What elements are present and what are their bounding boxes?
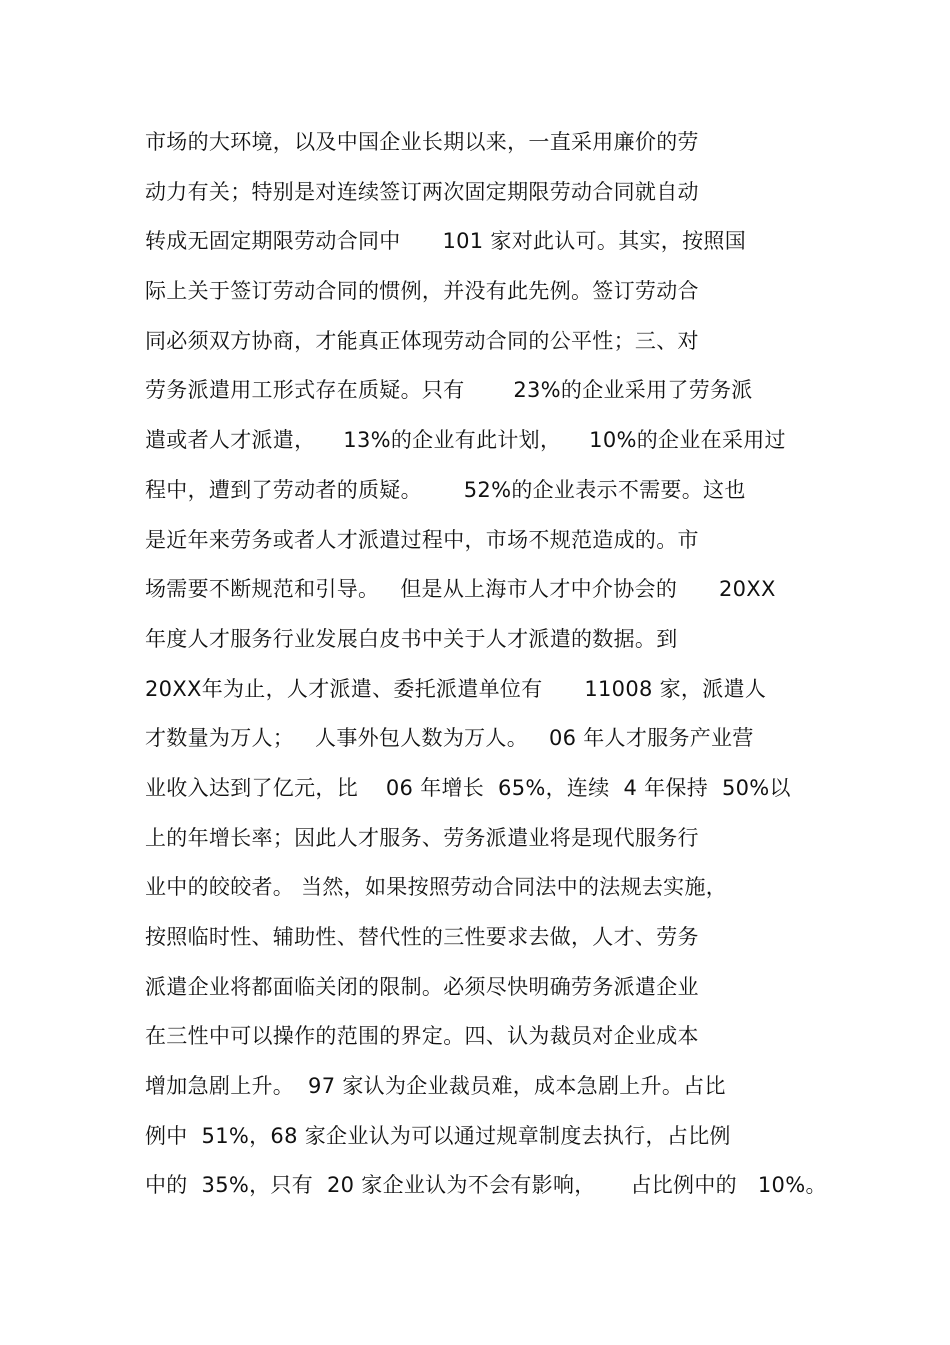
text-line: 程中，遭到了劳动者的质疑。 52%的企业表示不需要。这也 <box>145 477 746 502</box>
text-line: 中的 35%，只有 20 家企业认为不会有影响， 占比例中的 10%。 <box>145 1173 827 1198</box>
text-line: 例中 51%，68 家企业认为可以通过规章制度去执行，占比例 <box>145 1123 731 1148</box>
text-line: 在三性中可以操作的范围的界定。四、认为裁员对企业成本 <box>145 1024 699 1049</box>
text-line: 年度人才服务行业发展白皮书中关于人才派遣的数据。到 <box>145 626 678 651</box>
text-line: 遣或者人才派遣， 13%的企业有此计划， 10%的企业在采用过 <box>145 428 786 453</box>
text-line: 劳务派遣用工形式存在质疑。只有 23%的企业采用了劳务派 <box>145 378 753 403</box>
text-line: 转成无固定期限劳动合同中 101 家对此认可。其实，按照国 <box>145 229 747 254</box>
text-line: 20XX年为止，人才派遣、委托派遣单位有 11008 家，派遣人 <box>145 676 767 701</box>
body-paragraph <box>145 122 925 1215</box>
text-line: 才数量为万人； 人事外包人数为万人。 06 年人才服务产业营 <box>145 726 754 751</box>
text-line: 派遣企业将都面临关闭的限制。必须尽快明确劳务派遣企业 <box>145 974 699 999</box>
text-line: 增加急剧上升。 97 家认为企业裁员难，成本急剧上升。占比 <box>145 1074 726 1099</box>
text-line: 上的年增长率；因此人才服务、劳务派遣业将是现代服务行 <box>145 825 699 850</box>
text-line: 市场的大环境，以及中国企业长期以来，一直采用廉价的劳 <box>145 130 699 154</box>
text-line: 场需要不断规范和引导。 但是从上海市人才中介协会的 20XX <box>145 577 776 602</box>
text-line: 动力有关；特别是对连续签订两次固定期限劳动合同就自动 <box>145 179 699 204</box>
text-line: 业收入达到了亿元，比 06 年增长 65%，连续 4 年保持 50%以 <box>145 775 791 800</box>
text-line: 按照临时性、辅助性、替代性的三性要求去做，人才、劳务 <box>145 925 699 949</box>
text-line: 业中的皎皎者。 当然，如果按照劳动合同法中的法规去实施， <box>145 875 728 900</box>
text-line: 同必须双方协商，才能真正体现劳动合同的公平性；三、对 <box>145 328 699 353</box>
text-line: 际上关于签订劳动合同的惯例，并没有此先例。签订劳动合 <box>145 279 699 304</box>
text-line: 是近年来劳务或者人才派遣过程中，市场不规范造成的。市 <box>145 527 699 552</box>
